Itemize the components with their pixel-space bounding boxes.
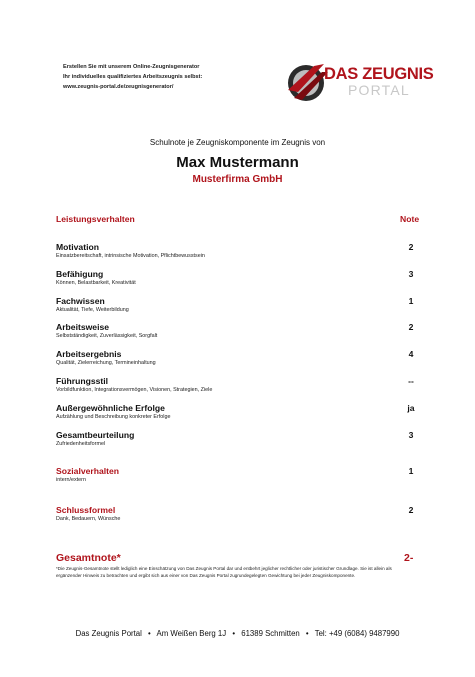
footer-bullet-icon: • [232, 629, 236, 638]
total-grade-label: Gesamtnote* [56, 552, 121, 564]
row-grade: -- [408, 376, 414, 386]
row-description: Können, Belastbarkeit, Kreativität [56, 280, 136, 286]
footer-address: Am Weißen Berg 1J [156, 629, 227, 638]
grade-row-sozialverhalten [56, 466, 416, 486]
grade-row-arbeitsergebnis [56, 349, 416, 369]
row-description: Aktualität, Tiefe, Weiterbildung [56, 307, 129, 313]
grade-row-arbeitsweise [56, 322, 416, 342]
intro-text [63, 62, 202, 92]
grade-row-fachwissen [56, 296, 416, 316]
grade-row-motivation [56, 242, 416, 262]
logo-text-sub: PORTAL [348, 82, 410, 98]
grade-row-erfolge [56, 403, 416, 423]
row-grade: 1 [408, 466, 414, 476]
row-description: Selbstständigkeit, Zuverlässigkeit, Sorgfalt [56, 333, 158, 339]
row-description: Aufzählung und Beschreibung konkreter Erfolge [56, 414, 171, 420]
row-grade: ja [407, 403, 415, 413]
row-description: Zufriedenheitsformel [56, 441, 106, 447]
row-grade: 4 [408, 349, 414, 359]
row-title: Motivation [56, 242, 99, 252]
footer-city: 61389 Schmitten [241, 629, 300, 638]
footer-bullet-icon: • [148, 629, 151, 638]
footer-bullet-icon: • [305, 629, 309, 638]
intro-line-2: Ihr individuelles qualifiziertes Arbeitszeugnis selbst: [63, 74, 203, 80]
row-description: Qualität, Zielerreichung, Termineinhaltung [56, 360, 156, 366]
row-title: Arbeitsweise [56, 322, 110, 332]
row-grade: 2 [408, 242, 414, 252]
grade-row-fuehrungsstil [56, 376, 416, 396]
row-description: intern/extern [56, 477, 86, 483]
intro-link[interactable]: www.zeugnis-portal.de/zeugnisgenerator/ [63, 84, 174, 90]
footer-company: Das Zeugnis Portal [75, 629, 142, 638]
total-grade-value: 2- [404, 552, 414, 564]
document-subtitle: Schulnote je Zeugniskomponente im Zeugnis von [149, 138, 326, 147]
grade-column-label: Note [400, 214, 420, 224]
disclaimer-text: *Die Zeugnis-Gesamtnote stellt lediglich eine Einschätzung von Das Zeugnis Portal dar und entbehrt jeglicher rechtlicher oder juristischer Grundlage. Sie ist allein als ergänzender Hinweis zu betrachten und ergibt sich aus einer von Das Zeugnis Portal zugrundegelegten Gewichtung bei jeder Zeugniskomponente. [56, 566, 392, 578]
row-title: Arbeitsergebnis [56, 349, 122, 359]
row-title: Befähigung [56, 269, 104, 279]
intro-line-1: Erstellen Sie mit unserem Online-Zeugnisgenerator [63, 64, 200, 70]
company-name: Musterfirma GmbH [192, 174, 283, 185]
row-description: Dank, Bedauern, Wünsche [56, 516, 121, 522]
row-title: Schlussformel [56, 505, 116, 515]
row-grade: 2 [408, 505, 414, 515]
employee-name: Max Mustermann [176, 154, 299, 171]
row-grade: 2 [408, 322, 414, 332]
row-grade: 3 [408, 269, 414, 279]
footer-phone: Tel: +49 (6084) 9487990 [314, 629, 400, 638]
row-title: Führungsstil [56, 376, 109, 386]
grade-row-schlussformel [56, 505, 416, 525]
logo-text-main: DAS ZEUGNIS [324, 65, 434, 83]
footer [0, 629, 475, 638]
row-grade: 1 [408, 296, 414, 306]
row-description: Einsatzbereitschaft, intrinsische Motivation, Pflichtbewusstsein [56, 253, 205, 259]
logo [284, 58, 434, 106]
row-title: Außergewöhnliche Erfolge [56, 403, 165, 413]
row-description: Vorbildfunktion, Integrationsvermögen, Visionen, Strategien, Ziele [56, 387, 213, 393]
row-title: Fachwissen [56, 296, 105, 306]
grade-row-befaehigung [56, 269, 416, 289]
row-title: Gesamtbeurteilung [56, 430, 135, 440]
row-title: Sozialverhalten [56, 466, 120, 476]
row-grade: 3 [408, 430, 414, 440]
section-title: Leistungsverhalten [56, 214, 135, 224]
grade-row-gesamtbeurteilung [56, 430, 416, 450]
